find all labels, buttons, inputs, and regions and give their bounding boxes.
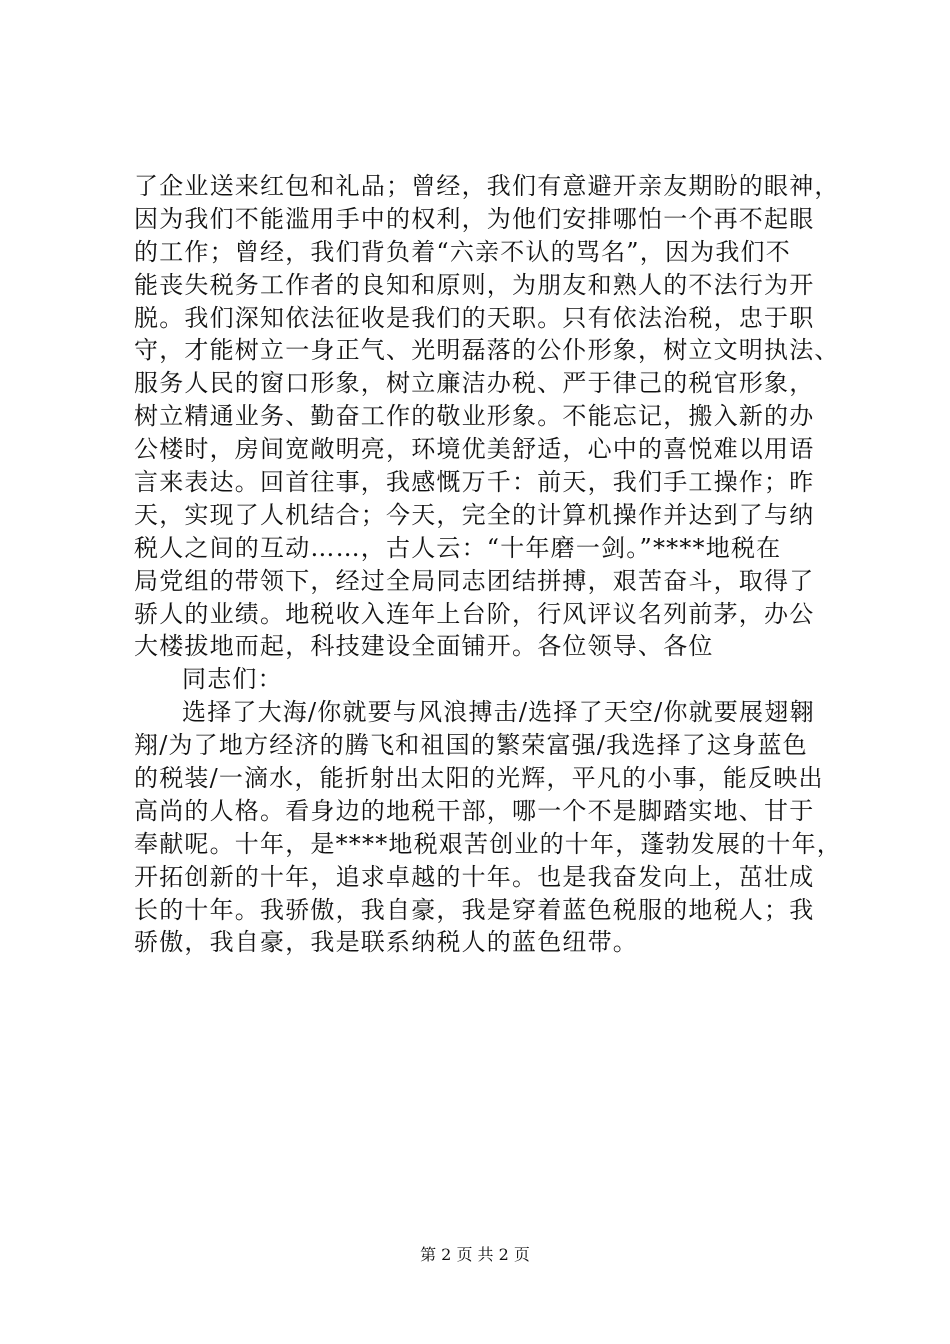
text-line: 言来表达。回首往事，我感慨万千：前天，我们手工操作；昨 <box>134 468 815 497</box>
text-line: 服务人民的窗口形象，树立廉洁办税、严于律己的税官形象， <box>134 369 815 398</box>
text-line: 骄傲，我自豪，我是联系纳税人的蓝色纽带。 <box>134 928 638 957</box>
text-line: 奉献呢。十年，是****地税艰苦创业的十年，蓬勃发展的十年， <box>134 829 842 858</box>
text-line: 高尚的人格。看身边的地税干部，哪一个不是脚踏实地、甘于 <box>134 796 815 825</box>
text-line: 能丧失税务工作者的良知和原则，为朋友和熟人的不法行为开 <box>134 270 815 299</box>
text-line: 翔/为了地方经济的腾飞和祖国的繁荣富强/我选择了这身蓝色 <box>134 731 808 760</box>
text-line: 守，才能树立一身正气、光明磊落的公仆形象，树立文明执法、 <box>134 336 840 365</box>
text-line: 树立精通业务、勤奋工作的敬业形象。不能忘记，搬入新的办 <box>134 402 815 431</box>
text-line: 公楼时，房间宽敞明亮，环境优美舒适，心中的喜悦难以用语 <box>134 435 815 464</box>
text-line: 因为我们不能滥用手中的权利，为他们安排哪怕一个再不起眼 <box>134 204 815 233</box>
text-line: 了企业送来红包和礼品；曾经，我们有意避开亲友期盼的眼神， <box>134 172 840 200</box>
text-line: 选择了大海/你就要与风浪搏击/选择了天空/你就要展翅翱 <box>182 698 815 727</box>
text-line: 大楼拔地而起，科技建设全面铺开。各位领导、各位 <box>134 632 714 661</box>
text-line: 的工作；曾经，我们背负着“六亲不认的骂名”，因为我们不 <box>134 237 791 266</box>
text-line: 开拓创新的十年，追求卓越的十年。也是我奋发向上，茁壮成 <box>134 862 815 891</box>
text-line: 长的十年。我骄傲，我自豪，我是穿着蓝色税服的地税人；我 <box>134 895 815 924</box>
text-line: 脱。我们深知依法征收是我们的天职。只有依法治税，忠于职 <box>134 303 815 332</box>
text-line: 骄人的业绩。地税收入连年上台阶，行风评议名列前茅，办公 <box>134 599 815 628</box>
text-line: 税人之间的互动……，古人云：“十年磨一剑。”****地税在 <box>134 533 782 562</box>
text-line: 天，实现了人机结合；今天，完全的计算机操作并达到了与纳 <box>134 500 815 529</box>
body-text <box>134 170 854 959</box>
page-footer: 第 2 页 共 2 页 <box>420 1245 530 1264</box>
text-line: 局党组的带领下，经过全局同志团结拼搏，艰苦奋斗，取得了 <box>134 566 815 595</box>
salutation-line: 同志们： <box>182 665 283 694</box>
text-line: 的税装/一滴水，能折射出太阳的光辉，平凡的小事，能反映出 <box>134 764 824 793</box>
